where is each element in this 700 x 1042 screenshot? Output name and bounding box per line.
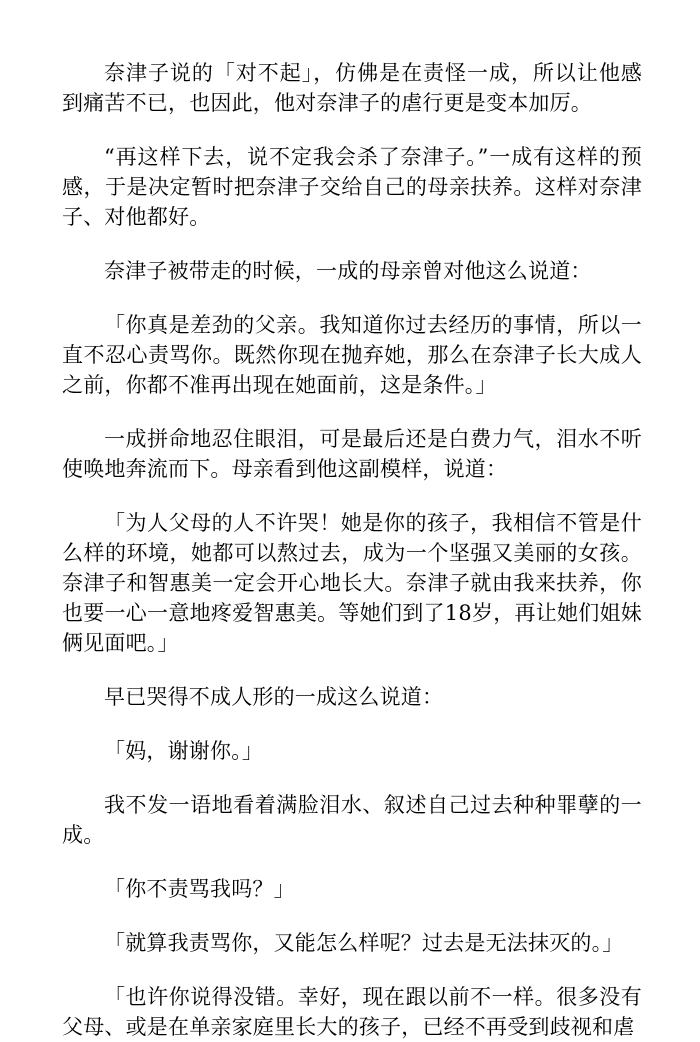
paragraph: 「就算我责骂你，又能怎么样呢？过去是无法抹灭的。」: [104, 931, 624, 955]
paragraph: “再这样下去，说不定我会杀了奈津子。”一成有这样的预感，于是决定暂时把奈津子交给自己的母亲扶养。这样对奈津子、对他都好。: [62, 145, 642, 229]
paragraph: 「你真是差劲的父亲。我知道你过去经历的事情，所以一直不忍心责骂你。既然你现在抛弃她，那么在奈津子长大成人之前，你都不准再出现在她面前，这是条件。」: [62, 313, 642, 397]
paragraph: 奈津子被带走的时候，一成的母亲曾对他这么说道：: [104, 259, 592, 283]
paragraph: 我不发一语地看着满脸泪水、叙述自己过去种种罪孽的一成。: [62, 793, 642, 847]
paragraph: 「你不责骂我吗？」: [104, 877, 295, 901]
paragraph: 「妈，谢谢你。」: [104, 739, 264, 763]
paragraph: 奈津子说的「对不起」，仿佛是在责怪一成，所以让他感到痛苦不已，也因此，他对奈津子的虐行更是变本加厉。: [62, 61, 642, 115]
book-page: [62, 58, 642, 1042]
paragraph: 「为人父母的人不许哭！她是你的孩子，我相信不管是什么样的环境，她都可以熬过去，成为一个坚强又美丽的女孩。奈津子和智惠美一定会开心地长大。奈津子就由我来扶养，你也要一心一意地疼爱智惠美。等她们到了18岁，再让她们姐妹俩见面吧。」: [62, 511, 642, 655]
paragraph: 「也许你说得没错。幸好，现在跟以前不一样。很多没有父母、或是在单亲家庭里长大的孩子，已经不再受到歧视和虐: [62, 985, 642, 1039]
paragraph: 一成拼命地忍住眼泪，可是最后还是白费力气，泪水不听使唤地奔流而下。母亲看到他这副模样，说道：: [62, 427, 642, 481]
paragraph: 早已哭得不成人形的一成这么说道：: [104, 685, 444, 709]
